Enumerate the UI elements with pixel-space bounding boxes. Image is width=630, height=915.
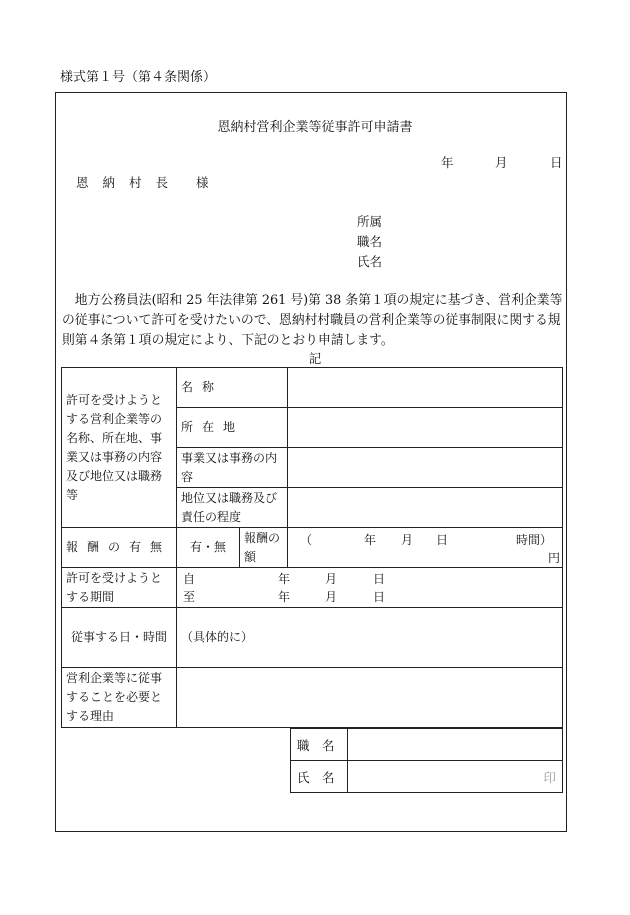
position-value-cell[interactable]: [288, 488, 563, 528]
location-value-cell[interactable]: [288, 408, 563, 448]
work-days-note: （具体的に）: [181, 630, 254, 644]
rem-yen-label: 円: [548, 550, 561, 565]
rem-day-label: 日: [436, 532, 449, 547]
affiliation-label: 所属: [357, 214, 383, 229]
intro-paragraph: 地方公務員法(昭和 25 年法律第 261 号)第 38 条第１項の規定に基づき、営利企業等の従事について許可を受けたいので、恩納村村職員の営利企業等の従事制限に関する規則第４条第１項の規定により、下記のとおり申請します。: [62, 293, 563, 348]
reason-cell[interactable]: [177, 668, 563, 728]
rem-year-label: 年: [364, 532, 377, 547]
period-label: 許可を受けようとする期間: [62, 568, 177, 608]
location-label: 所在地: [181, 420, 245, 434]
remuneration-choice[interactable]: 有・無: [177, 528, 240, 568]
business-label: 事業又は事務の内容: [177, 448, 288, 488]
business-value-cell[interactable]: [288, 448, 563, 488]
period-to-label: 至: [183, 589, 196, 604]
work-days-label: 従事する日・時間: [62, 608, 177, 668]
sign-job-title-label: 職 名: [291, 729, 348, 761]
rem-paren-open: （: [300, 532, 313, 547]
rem-hours-label: 時間）: [516, 532, 553, 547]
form-number: 様式第１号（第４条関係）: [60, 70, 217, 85]
application-table: [61, 367, 563, 728]
sign-name-label: 氏 名: [291, 761, 348, 793]
position-label: 地位又は職務及び責任の程度: [177, 488, 288, 528]
period-cell[interactable]: [177, 569, 562, 607]
signature-table: [290, 728, 563, 793]
seal-mark[interactable]: 印: [348, 761, 563, 793]
sign-job-title-cell[interactable]: [348, 729, 563, 761]
work-days-cell[interactable]: [177, 608, 563, 668]
period-from-month: 月: [325, 571, 338, 586]
applicant-name-label: 氏名: [357, 254, 383, 269]
date-month-label: 月: [495, 155, 508, 170]
addressee-name: 恩納村長: [76, 175, 183, 190]
period-from-year: 年: [278, 571, 291, 586]
job-title-label: 職名: [357, 234, 383, 249]
date-year-label: 年: [441, 155, 454, 170]
date-day-label: 日: [550, 155, 563, 170]
name-label: 名称: [181, 380, 224, 394]
ki-heading: 記: [308, 351, 322, 366]
enterprise-label: 許可を受けようとする営利企業等の名称、所在地、事業又は事務の内容及び地位又は職務等: [62, 368, 177, 528]
period-to-day: 日: [373, 589, 386, 604]
remuneration-amount-cell[interactable]: [288, 529, 562, 567]
period-from-label: 自: [183, 571, 196, 586]
addressee-honorific: 様: [196, 175, 209, 190]
remuneration-label: 報酬の有無: [66, 540, 172, 554]
period-to-month: 月: [325, 589, 338, 604]
reason-label: 営利企業等に従事することを必要とする理由: [62, 668, 177, 728]
period-from-day: 日: [373, 571, 386, 586]
period-to-year: 年: [278, 589, 291, 604]
rem-month-label: 月: [401, 532, 414, 547]
document-title: 恩納村営利企業等従事許可申請書: [217, 120, 413, 135]
name-value-cell[interactable]: [288, 368, 563, 408]
remuneration-amount-label: 報酬の額: [240, 528, 288, 568]
